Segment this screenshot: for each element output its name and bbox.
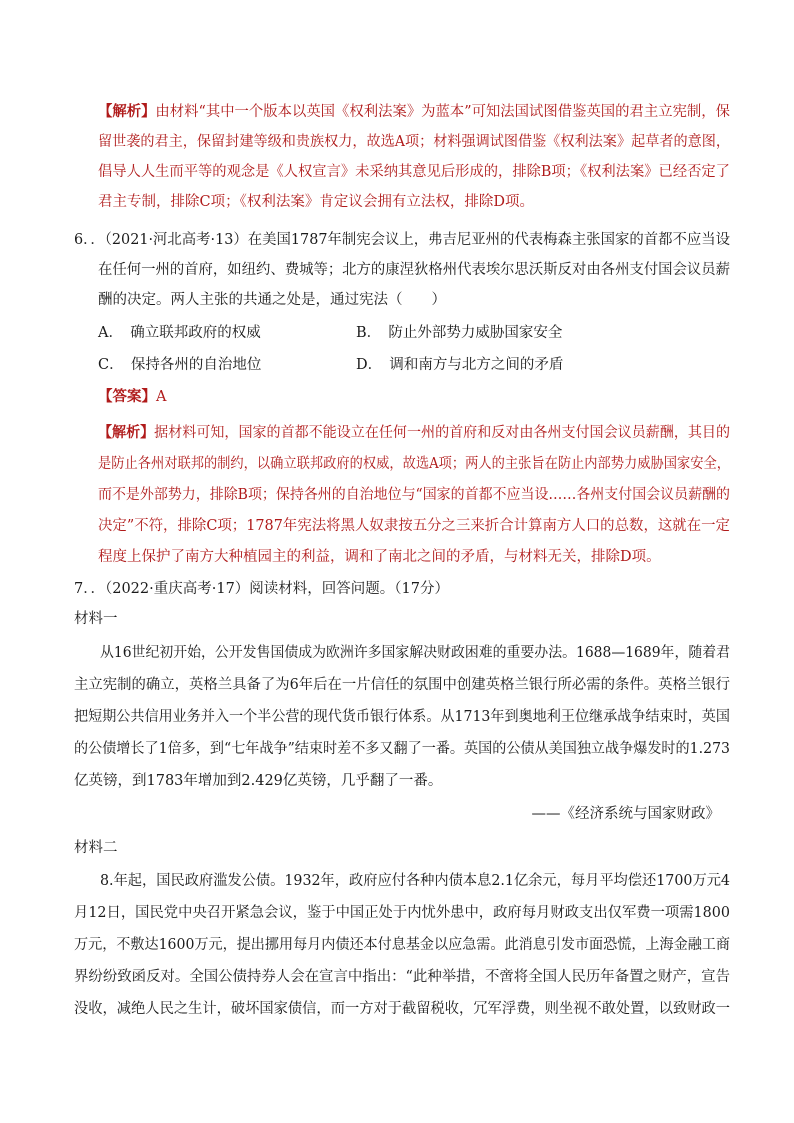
q7-material-1-line-4: 的公债增长了1倍多，到“七年战争”结束时差不多又翻了一番。英国的公债从美国独立战争爆发时的1.273 [74,741,731,757]
q6-stem-line-1: 6．．（2021·河北高考·13）在美国1787年制宪会议上，弗吉尼亚州的代表梅森主张国家的首都不应当设 [74,232,731,248]
q7-material-2-line-1: 8.年起，国民政府滥发公债。1932年，政府应付各种内债本息2.1亿余元，每月平均偿还1700万元4 [100,873,730,889]
q7-material-1-line-1: 从16世纪初开始，公开发售国债成为欧洲许多国家解决财政困难的重要办法。1688—1689年，随着君 [100,645,730,661]
q6-option-b: B． 防止外部势力威胁国家安全 [356,325,563,341]
answer-value: A [156,389,167,405]
q6-answer [98,382,166,412]
q5-analysis-line-4: 君主专制，排除C项；《权利法案》肯定议会拥有立法权，排除D项。 [98,194,534,210]
q6-analysis-line-3: 而不是外部势力，排除B项；保持各州的自治地位与“国家的首都不应当设……各州支付国会议员薪酬的 [98,487,731,503]
analysis-tag: 【解析】 [98,103,156,120]
q7-material-2-line-3: 万元，不敷达1600万元，提出挪用每月内债还本付息基金以应急需。此消息引发市面恐慌，上海金融工商 [74,937,731,953]
analysis-tag: 【解析】 [98,424,155,441]
q6-option-c: C． 保持各州的自治地位 [98,357,262,373]
q6-analysis-line-5: 程度上保护了南方大种植园主的利益，调和了南北之间的矛盾，与材料无关，排除D项。 [98,549,661,565]
q7-material-2-line-2: 月12日，国民党中央召开紧急会议，鉴于中国正处于内忧外患中，政府每月财政支出仅军费一项需1800 [74,905,730,921]
answer-tag: 【答案】 [98,388,156,405]
q7-material-1-line-2: 主立宪制的确立，英格兰具备了为6年后在一片信任的氛围中创建英格兰银行所必需的条件。英格兰银行 [74,677,730,693]
q5-analysis-line-3: 倡导人人生而平等的观念是《人权宣言》未采纳其意见后形成的，排除B项；《权利法案》已经否定了 [98,164,730,180]
q7-material-1-source: ——《经济系统与国家财政》 [531,806,720,822]
q7-stem: 7．．（2022·重庆高考·17）阅读材料，回答问题。（17分） [74,581,449,597]
q5-analysis-line-2: 留世袭的君主，保留封建等级和贵族权力，故选A项；材料强调试图借鉴《权利法案》起草者的意图， [98,134,730,150]
q7-material-1-line-3: 把短期公共信用业务并入一个半公营的现代货币银行体系。从1713年到奥地利王位继承战争结束时，英国 [74,709,731,725]
q7-material-1-line-5: 亿英镑，到1783年增加到2.429亿英镑，几乎翻了一番。 [74,773,443,789]
q5-analysis-line-1: 【解析】由材料“其中一个版本以英国《权利法案》为蓝本”可知法国试图借鉴英国的君主立宪制，保 [98,103,731,120]
q6-analysis-line-2: 是防止各州对联邦的制约，以确立联邦政府的权威，故选A项；两人的主张旨在防止内部势力威胁国家安全， [98,456,730,472]
q7-material-2-line-4: 界纷纷致函反对。全国公债持券人会在宣言中指出：“此种举措，不啻将全国人民历年备置之财产，宣告 [74,969,731,985]
q7-material-2-title: 材料二 [74,840,118,856]
q7-material-2-line-5: 没收，减绝人民之生计，破坏国家债信，而一方对于截留税收，冗军浮费，则坐视不敢处置，以致财政一 [74,1001,730,1017]
q6-stem-line-3: 酬的决定。两人主张的共通之处是，通过宪法（ ） [98,292,446,308]
q6-option-d: D． 调和南方与北方之间的矛盾 [356,357,564,373]
q6-option-a: A． 确立联邦政府的权威 [98,325,261,341]
q6-stem-line-2: 在任何一州的首府，如纽约、费城等；北方的康涅狄格州代表埃尔思沃斯反对由各州支付国会议员薪 [98,262,731,278]
q6-analysis-line-1: 【解析】据材料可知，国家的首都不能设立在任何一州的首府和反对由各州支付国会议员薪酬，其目的 [98,424,731,441]
q7-material-1-title: 材料一 [74,611,118,627]
q6-analysis-line-4: 决定”不符，排除C项；1787年宪法将黑人奴隶按五分之三来折合计算南方人口的总数，这就在一定 [98,518,730,534]
